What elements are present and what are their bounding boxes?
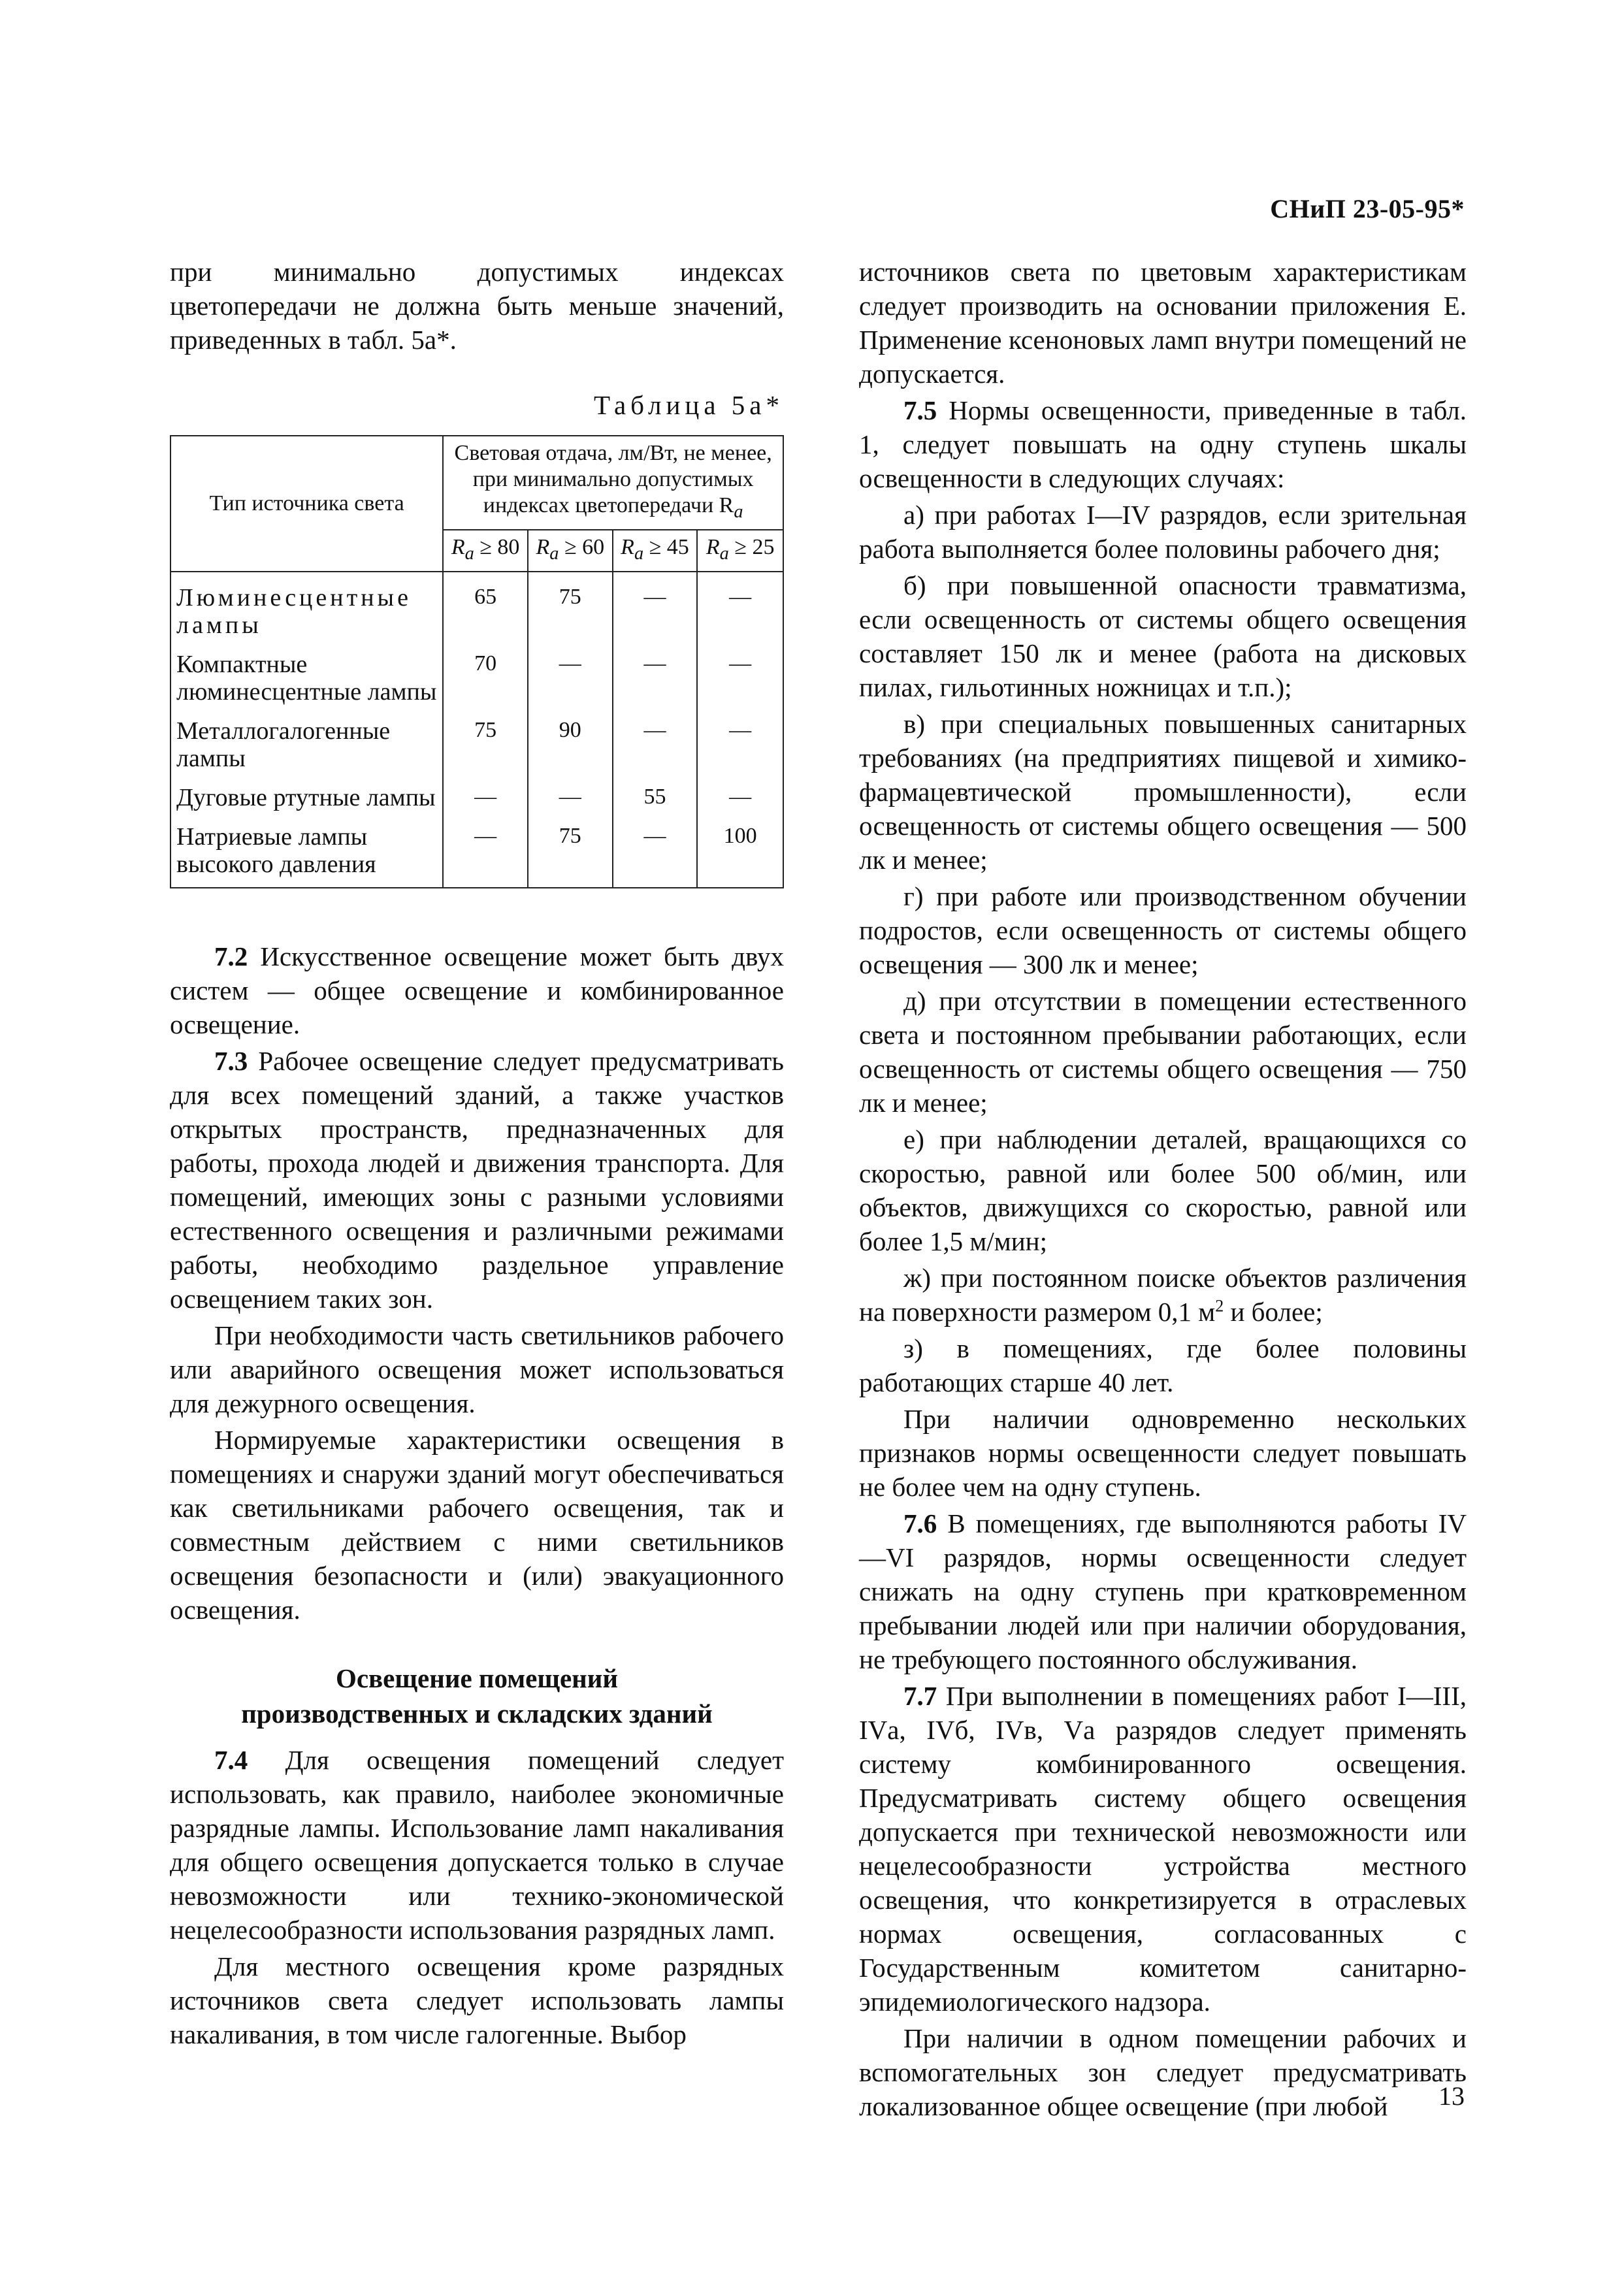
table-row — [171, 643, 783, 709]
paragraph-7-3: 7.3 Рабочее освещение следует предусматривать для всех помещений зданий, а также участков открытых пространств, предназначенных для работы, прохода людей и движения транспорта. Для помещений, имеющих зоны с разными условиями естественного освещения и различными режимами работы, необходимо раздельное управление освещением таких зон. — [170, 1045, 785, 1314]
paragraph-7-4-b: Для местного освещения кроме разрядных источников света следует использовать лампы накаливания, в том числе галогенные. Выбор — [170, 1951, 784, 2049]
left-column — [170, 255, 784, 2051]
paragraph-7-3-b: При необходимости часть светильников рабочего или аварийного освещения может использоваться для дежурного освещения. — [170, 1320, 784, 1418]
paragraph-7-4: 7.4 Для освещения помещений следует использовать, как правило, наиболее экономичные разрядные лампы. Использование ламп накаливания для общего освещения допускается только в случае невозможности или технико-экономической нецелесообразности использования разрядных ламп. — [170, 1744, 785, 1945]
list-item: г) при работе или производственном обучении подростов, если освещенность от системы общего освещения — 300 лк и менее; — [859, 881, 1467, 979]
row-value: 100 — [697, 815, 783, 888]
row-value: — — [613, 709, 698, 776]
row-value: 75 — [528, 572, 613, 643]
page-number: 13 — [1438, 2081, 1465, 2111]
row-value: 55 — [613, 776, 698, 815]
section-heading: Освещение помещений производственных и складских зданий — [241, 1663, 713, 1729]
row-value: — — [443, 815, 528, 888]
row-value: — — [697, 572, 783, 643]
row-value: — — [613, 572, 698, 643]
row-value: — — [443, 776, 528, 815]
row-value: — — [528, 643, 613, 709]
row-value: — — [613, 643, 698, 709]
document-code: СНиП 23-05-95* — [1270, 194, 1465, 223]
table-title: Таблица 5а* — [593, 390, 784, 420]
paragraph-7-7-b: При наличии в одном помещении рабочих и вспомогательных зон следует предусматривать локализованное общее освещение (при любой — [859, 2023, 1467, 2121]
header-ra-80: $R_a \ge 80$ — [443, 530, 528, 572]
paragraph-7-3-c: Нормируемые характеристики освещения в помещениях и снаружи зданий могут обеспечиваться как светильниками рабочего освещения, так и совместным действием с ними светильников освещения безопасности и (или) эвакуационного освещения. — [170, 1424, 784, 1625]
table-row — [171, 815, 783, 888]
paragraph-7-7: 7.7 При выполнении в помещениях работ I—III, IVа, IVб, IVв, Vа разрядов следует применять систему комбинированного освещения. Предусматривать систему общего освещения допускается при технической невозможности или нецелесообразности устройства местного освещения, что конкретизируется в отраслевых нормах освещения, согласованных с Государственным комитетом санитарно-эпидемиологического надзора. — [859, 1681, 1467, 2017]
row-name: Металлогалогенные лампы — [171, 709, 443, 776]
row-value: — — [613, 815, 698, 888]
row-name: Люминесцентные лампы — [171, 572, 443, 643]
paragraph-7-5: 7.5 Нормы освещенности, приведенные в табл. 1, следует повышать на одну ступень шкалы освещенности в следующих случаях: — [859, 395, 1467, 493]
header-efficacy-group: Световая отдача, лм/Вт, не менее, при минимально допустимых индексах цветопередачи $R_a$ — [443, 436, 783, 530]
row-value: — — [697, 709, 783, 776]
row-value: 75 — [528, 815, 613, 888]
list-item: з) в помещениях, где более половины работающих старше 40 лет. — [859, 1333, 1467, 1397]
row-value: 65 — [443, 572, 528, 643]
list-item: ж) при постоянном поиске объектов различения на поверхности размером 0,1 $м^2$ и более; — [859, 1263, 1467, 1327]
list-item: б) при повышенной опасности травматизма, если освещенность от системы общего освещения составляет 150 лк и менее (работа на дисковых пилах, гильотинных ножницах и т.п.); — [859, 570, 1467, 702]
header-ra-60: $R_a \ge 60$ — [528, 530, 613, 572]
right-column — [859, 255, 1467, 2123]
list-item: е) при наблюдении деталей, вращающихся со скоростью, равной или более 500 об/мин, или объектов, движущихся со скоростью, равной или более 1,5 м/мин; — [859, 1124, 1467, 1256]
row-name: Компактные люминесцентные лампы — [171, 643, 443, 709]
paragraph-7-2: 7.2 Искусственное освещение может быть двух систем — общее освещение и комбинированное освещение. — [170, 941, 784, 1039]
table-row — [171, 776, 783, 815]
continuation-paragraph: источников света по цветовым характеристикам следует производить на основании приложения Е. Применение ксеноновых ламп внутри помещений не допускается. — [859, 257, 1467, 389]
row-value: 70 — [443, 643, 528, 709]
intro-paragraph: при минимально допустимых индексах цветопередачи не должна быть меньше значений, приведенных в табл. 5а*. — [170, 257, 784, 355]
row-value: — — [528, 776, 613, 815]
list-item: в) при специальных повышенных санитарных требованиях (на предприятиях пищевой и химико-фармацевтической промышленности), если освещенность от системы общего освещения — 500 лк и менее; — [859, 709, 1467, 875]
paragraph-7-5-b: При наличии одновременно нескольких признаков нормы освещенности следует повышать не более чем на одну ступень. — [859, 1404, 1467, 1502]
lamp-efficacy-table — [170, 435, 784, 888]
list-item: д) при отсутствии в помещении естественного света и постоянном пребывании работающих, если освещенность от системы общего освещения — 750 лк и менее; — [859, 986, 1467, 1118]
header-source-type: Тип источника света — [171, 436, 443, 572]
row-value: 75 — [443, 709, 528, 776]
list-item: а) при работах I—IV разрядов, если зрительная работа выполняется более половины рабочего дня; — [859, 500, 1467, 564]
header-ra-25: $R_a \ge 25$ — [697, 530, 783, 572]
row-value: — — [697, 643, 783, 709]
row-value: — — [697, 776, 783, 815]
row-name: Дуговые ртутные лампы — [171, 776, 443, 815]
row-value: 90 — [528, 709, 613, 776]
row-name: Натриевые лампы высокого давления — [171, 815, 443, 888]
table-row — [171, 709, 783, 776]
header-ra-45: $R_a \ge 45$ — [613, 530, 698, 572]
paragraph-7-6: 7.6 В помещениях, где выполняются работы IV—VI разрядов, нормы освещенности следует снижать на одну ступень при кратковременном пребывании людей или при наличии оборудования, не требующего постоянного обслуживания. — [859, 1508, 1467, 1674]
table-row — [171, 572, 783, 643]
